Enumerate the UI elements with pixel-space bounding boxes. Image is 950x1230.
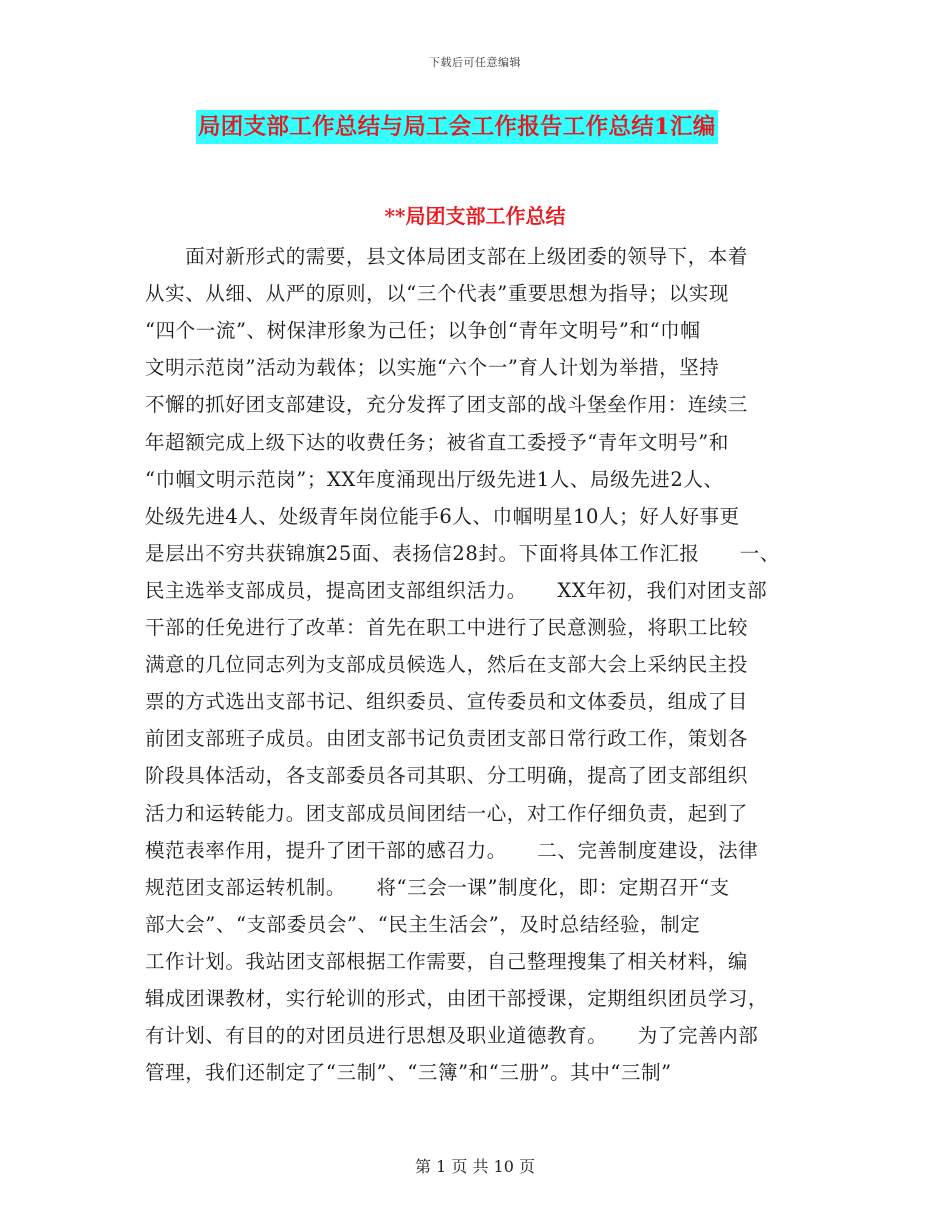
body-line: 阶段具体活动，各支部委员各司其职、分工明确，提高了团支部组织: [145, 764, 749, 788]
body-line: 有计划、有目的的对团员进行思想及职业道德教育。 为了完善内部: [145, 1024, 759, 1048]
body-line: 辑成团课教材，实行轮训的形式，由团干部授课，定期组织团员学习，: [145, 987, 769, 1010]
page-header-note: 下载后可任意编辑: [429, 56, 521, 69]
body-line: 不懈的抓好团支部建设，充分发挥了团支部的战斗堡垒作用：连续三: [145, 393, 749, 417]
body-line: 工作计划。我站团支部根据工作需要，自己整理搜集了相关材料，编: [145, 949, 749, 973]
body-line: 活力和运转能力。团支部成员间团结一心，对工作仔细负责，起到了: [145, 801, 749, 825]
body-line: 规范团支部运转机制。 将“三会一课”制度化，即：定期召开“支: [145, 875, 730, 899]
body-line: 满意的几位同志列为支部成员候选人，然后在支部大会上采纳民主投: [145, 653, 749, 677]
page-footer: 第 1 页 共 10 页: [415, 1157, 535, 1176]
body-line: 文明示范岗”活动为载体；以实施“六个一”育人计划为举措，坚持: [145, 356, 720, 380]
body-line: 管理，我们还制定了“三制”、“三簿”和“三册”。其中“三制”: [145, 1061, 672, 1085]
body-line: 干部的任免进行了改革：首先在职工中进行了民意测验，将职工比较: [145, 616, 749, 639]
body-line: 年超额完成上级下达的收费任务；被省直工委授予“青年文明号”和: [145, 430, 729, 454]
body-line: 部大会”、“支部委员会”、“民主生活会”，及时总结经验，制定: [145, 912, 701, 936]
body-line: 民主选举支部成员，提高团支部组织活力。 XX年初，我们对团支部: [145, 578, 768, 602]
body-line: 是层出不穷共获锦旗25面、表扬信28封。下面将具体工作汇报 一、: [145, 541, 780, 565]
body-line: 处级先进4人、处级青年岗位能手6人、巾帼明星10人；好人好事更: [145, 504, 740, 528]
body-line: 前团支部班子成员。由团支部书记负责团支部日常行政工作，策划各: [145, 727, 749, 751]
body-line: 票的方式选出支部书记、组织委员、宣传委员和文体委员，组成了目: [145, 690, 749, 714]
body-line: 模范表率作用，提升了团干部的感召力。 二、完善制度建设，法律: [145, 838, 759, 862]
document-title: 局团支部工作总结与局工会工作报告工作总结1汇编: [196, 110, 718, 144]
body-line: “四个一流”、树保津形象为己任；以争创“青年文明号”和“巾帼: [145, 319, 701, 343]
body-line: 从实、从细、从严的原则，以“三个代表”重要思想为指导；以实现: [145, 282, 729, 306]
body-line: 面对新形式的需要，县文体局团支部在上级团委的领导下，本着: [145, 245, 749, 268]
body-line: “巾帼文明示范岗”；XX年度涌现出厅级先进1人、局级先进2人、: [145, 467, 724, 491]
section-title: **局团支部工作总结: [384, 204, 566, 228]
